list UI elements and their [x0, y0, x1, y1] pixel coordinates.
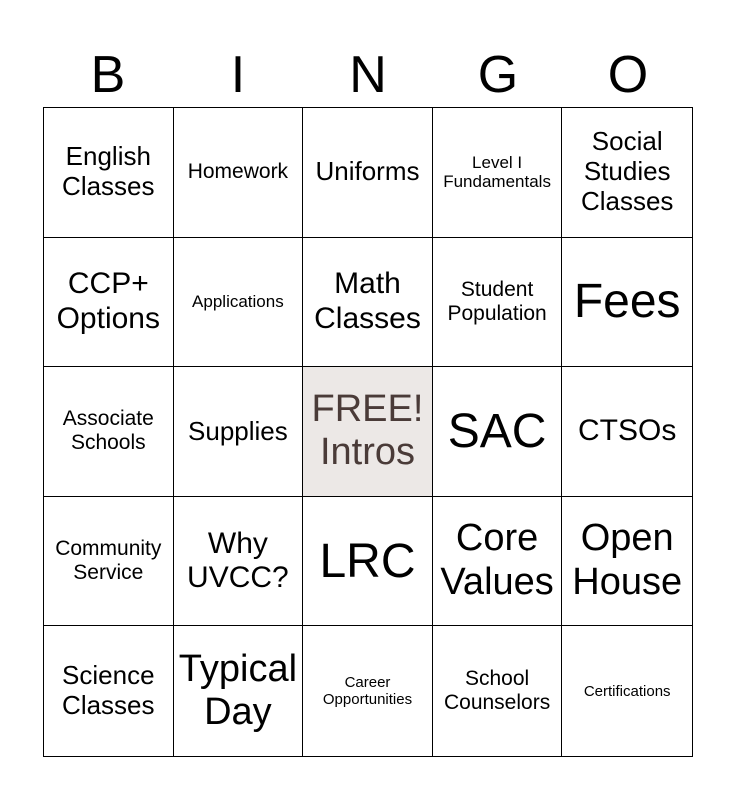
bingo-cell[interactable]: School Counselors: [433, 626, 563, 756]
bingo-cell[interactable]: Career Opportunities: [303, 626, 433, 756]
bingo-cell[interactable]: Open House: [562, 497, 692, 627]
header-letter-b: B: [90, 46, 126, 104]
header-letter-i: I: [230, 46, 246, 104]
bingo-cell[interactable]: Community Service: [44, 497, 174, 627]
bingo-cell[interactable]: Uniforms: [303, 108, 433, 238]
bingo-cell[interactable]: LRC: [303, 497, 433, 627]
bingo-board: [43, 107, 693, 757]
bingo-cell[interactable]: CCP+ Options: [44, 238, 174, 368]
header-letter-g: G: [477, 46, 519, 104]
header-letter-o: O: [607, 46, 649, 104]
bingo-cell[interactable]: Level I Fundamentals: [433, 108, 563, 238]
bingo-cell[interactable]: Associate Schools: [44, 367, 174, 497]
bingo-cell[interactable]: Applications: [174, 238, 304, 368]
bingo-cell[interactable]: Social Studies Classes: [562, 108, 692, 238]
bingo-cell[interactable]: Math Classes: [303, 238, 433, 368]
bingo-header: [43, 42, 693, 108]
bingo-cell[interactable]: Science Classes: [44, 626, 174, 756]
header-letter-n: N: [349, 46, 387, 104]
bingo-cell[interactable]: Student Population: [433, 238, 563, 368]
bingo-cell[interactable]: English Classes: [44, 108, 174, 238]
bingo-cell[interactable]: Fees: [562, 238, 692, 368]
bingo-cell[interactable]: Certifications: [583, 682, 671, 700]
bingo-cell[interactable]: Homework: [174, 108, 304, 238]
bingo-cell[interactable]: Why UVCC?: [174, 497, 304, 627]
free-space[interactable]: FREE! Intros: [303, 367, 433, 497]
bingo-cell[interactable]: CTSOs: [562, 367, 692, 497]
bingo-cell[interactable]: Core Values: [433, 497, 563, 627]
bingo-cell[interactable]: Supplies: [174, 367, 304, 497]
bingo-cell[interactable]: Typical Day: [174, 626, 304, 756]
bingo-cell[interactable]: SAC: [433, 367, 563, 497]
